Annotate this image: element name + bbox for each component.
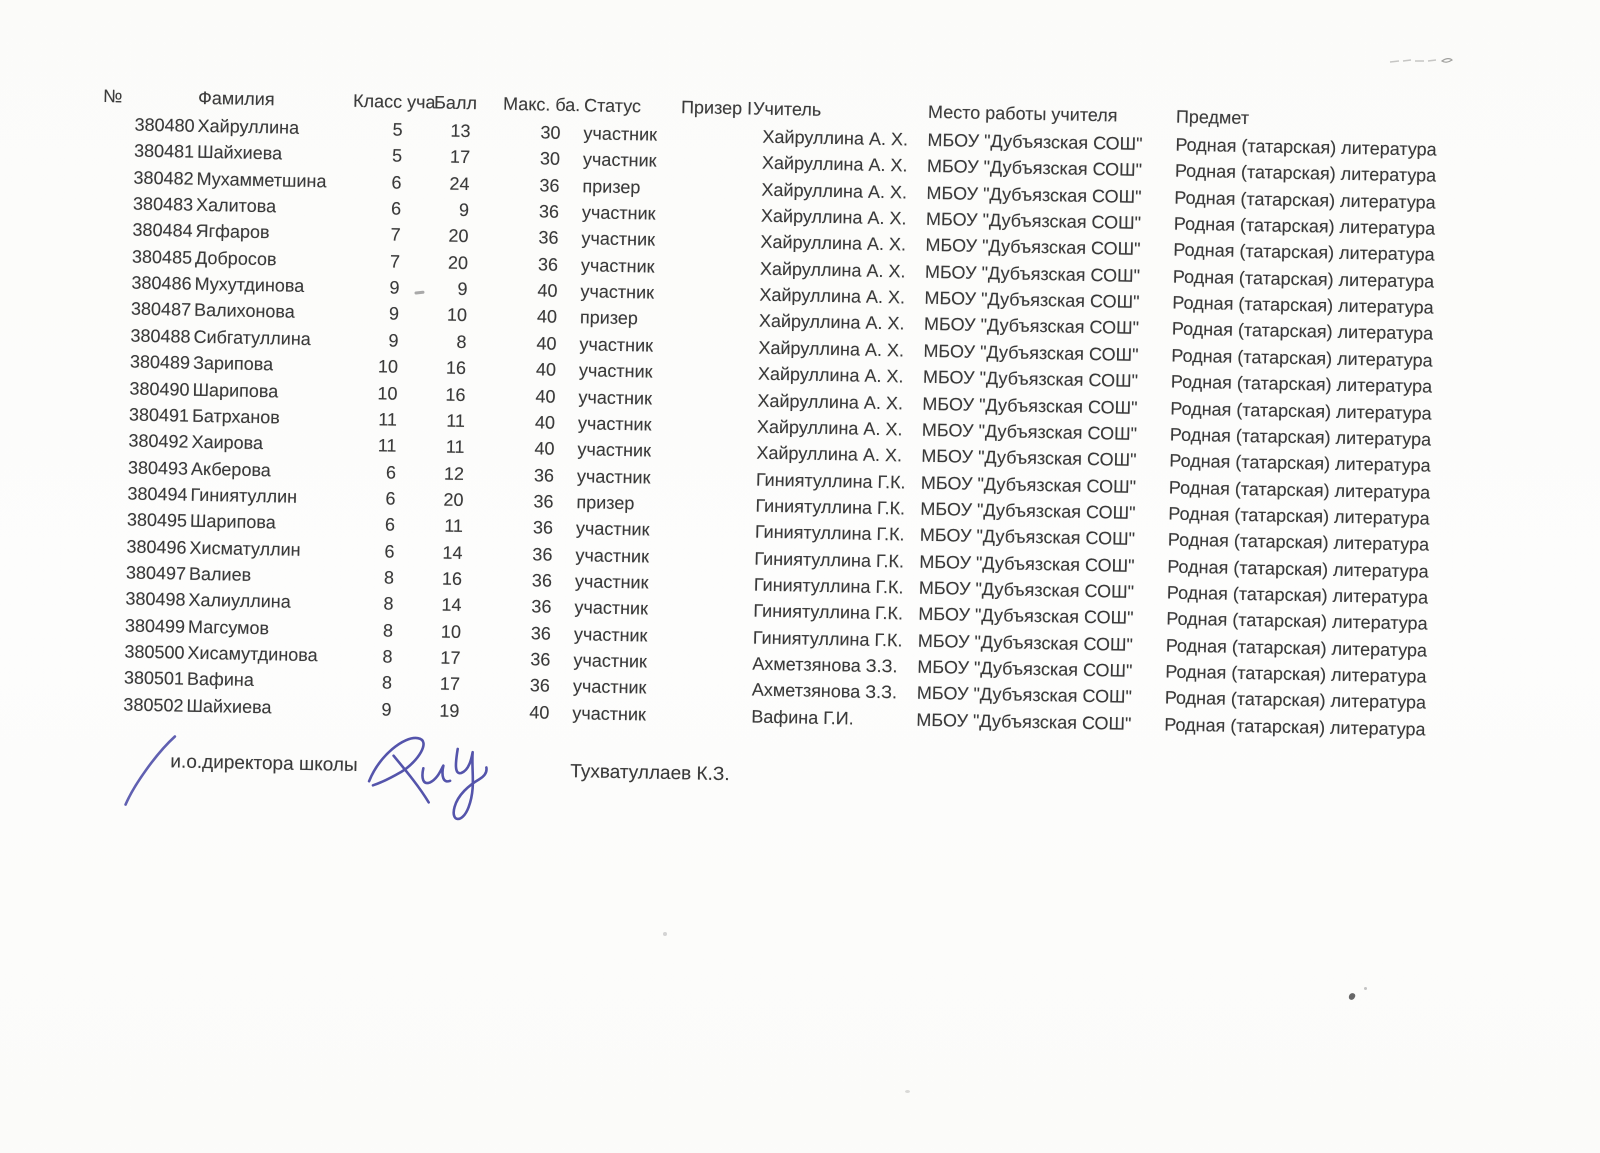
cell-num: 380488 bbox=[130, 325, 191, 347]
signer-name: Тухватуллаев К.З. bbox=[570, 761, 730, 786]
cell-place: МБОУ "Дубъязская СОШ" bbox=[916, 709, 1132, 734]
cell-grade: 6 bbox=[390, 198, 402, 219]
cell-teacher: Хайруллина А. Х. bbox=[757, 390, 904, 413]
cell-grade: 9 bbox=[388, 330, 399, 351]
cell-place: МБОУ "Дубъязская СОШ" bbox=[919, 551, 1135, 576]
cell-grade: 5 bbox=[392, 119, 403, 140]
col-header-maxscore: Макс. ба. bbox=[502, 93, 581, 116]
cell-score: 11 bbox=[444, 515, 464, 537]
cell-teacher: Гиниятуллина Г.К. bbox=[753, 600, 904, 624]
cell-place: МБОУ "Дубъязская СОШ" bbox=[925, 208, 1142, 233]
cell-max: 36 bbox=[533, 464, 555, 486]
cell-place: МБОУ "Дубъязская СОШ" bbox=[926, 156, 1143, 181]
cell-status: участник bbox=[579, 333, 654, 356]
cell-status: призер bbox=[576, 492, 635, 514]
cell-place: МБОУ "Дубъязская СОШ" bbox=[922, 393, 1138, 418]
cell-name: Хисматуллин bbox=[189, 537, 301, 560]
cell-grade: 11 bbox=[378, 409, 398, 430]
cell-num: 380499 bbox=[124, 615, 186, 637]
cell-status: участник bbox=[573, 650, 648, 672]
cell-teacher: Гиниятуллина Г.К. bbox=[752, 627, 903, 651]
cell-subject: Родная (татарская) литература bbox=[1166, 608, 1428, 634]
cell-max: 40 bbox=[534, 438, 555, 459]
cell-subject: Родная (татарская) литература bbox=[1171, 318, 1434, 345]
cell-grade: 8 bbox=[381, 672, 393, 693]
col-header-subject: Предмет bbox=[1175, 106, 1250, 128]
cell-status: участник bbox=[582, 149, 657, 171]
cell-subject: Родная (татарская) литература bbox=[1167, 529, 1430, 555]
cell-teacher: Ахметзянова З.З. bbox=[752, 653, 898, 677]
cell-num: 380497 bbox=[125, 562, 187, 584]
cell-max: 36 bbox=[529, 675, 551, 697]
cell-status: участник bbox=[583, 123, 658, 145]
col-header-score: Балл bbox=[433, 92, 478, 114]
cell-subject: Родная (татарская) литература bbox=[1175, 134, 1437, 160]
cell-name: Мухутдинова bbox=[194, 273, 305, 296]
cell-status: участник bbox=[577, 413, 652, 435]
cell-num: 380486 bbox=[131, 272, 192, 294]
cell-subject: Родная (татарская) литература bbox=[1172, 292, 1434, 318]
cell-status: участник bbox=[576, 465, 651, 488]
cell-grade: 6 bbox=[384, 514, 396, 535]
cell-score: 17 bbox=[439, 673, 461, 695]
cell-subject: Родная (татарская) литература bbox=[1171, 345, 1433, 371]
cell-num: 380485 bbox=[131, 246, 193, 268]
cell-subject: Родная (татарская) литература bbox=[1165, 661, 1427, 687]
cell-teacher: Хайруллина А. Х. bbox=[762, 126, 909, 150]
cell-subject: Родная (татарская) литература bbox=[1164, 714, 1426, 740]
col-header-workplace: Место работы учителя bbox=[927, 101, 1118, 126]
cell-score: 10 bbox=[446, 305, 468, 326]
cell-subject: Родная (татарская) литература bbox=[1173, 213, 1436, 239]
cell-teacher: Гиниятуллина Г.К. bbox=[755, 495, 906, 519]
cell-max: 40 bbox=[537, 280, 558, 301]
cell-score: 14 bbox=[441, 594, 462, 616]
cell-name: Шайхиева bbox=[196, 142, 283, 164]
cell-name: Ягфаров bbox=[195, 221, 270, 243]
director-role-label: и.о.директора школы bbox=[170, 751, 358, 777]
cell-num: 380484 bbox=[132, 219, 193, 242]
cell-teacher: Гиниятуллина Г.К. bbox=[754, 548, 905, 572]
cell-teacher: Хайруллина А. Х. bbox=[759, 284, 906, 308]
cell-teacher: Хайруллина А. Х. bbox=[760, 232, 907, 255]
cell-name: Сибгатуллина bbox=[193, 326, 311, 349]
cell-place: МБОУ "Дубъязская СОШ" bbox=[927, 129, 1143, 154]
cell-score: 9 bbox=[458, 199, 470, 221]
cell-teacher: Хайруллина А. Х. bbox=[758, 311, 905, 334]
cell-name: Халиуллина bbox=[188, 590, 291, 612]
cell-num: 380491 bbox=[128, 404, 190, 426]
cell-max: 36 bbox=[538, 201, 560, 222]
cell-place: МБОУ "Дубъязская СОШ" bbox=[921, 445, 1137, 471]
cell-score: 14 bbox=[442, 542, 463, 563]
cell-num: 380492 bbox=[128, 430, 189, 452]
cell-num: 380481 bbox=[133, 140, 195, 163]
cell-status: участник bbox=[574, 571, 649, 593]
col-header-prize: Призер I bbox=[680, 97, 753, 119]
cell-status: участник bbox=[581, 228, 656, 251]
cell-num: 380487 bbox=[130, 299, 192, 321]
cell-score: 10 bbox=[440, 621, 462, 642]
cell-name: Валихонова bbox=[193, 300, 295, 323]
cell-num: 380494 bbox=[127, 483, 188, 505]
cell-grade: 6 bbox=[384, 541, 395, 562]
cell-grade: 8 bbox=[383, 567, 395, 588]
cell-status: участник bbox=[580, 281, 655, 303]
cell-max: 36 bbox=[538, 227, 559, 249]
cell-teacher: Хайруллина А. Х. bbox=[758, 337, 905, 361]
cell-num: 380496 bbox=[126, 536, 187, 558]
cell-place: МБОУ "Дубъязская СОШ" bbox=[917, 630, 1134, 655]
cell-status: участник bbox=[575, 544, 650, 567]
cell-teacher: Гиниятуллина Г.К. bbox=[754, 521, 905, 545]
cell-num: 380498 bbox=[125, 588, 186, 610]
cell-status: участник bbox=[580, 254, 655, 277]
cell-num: 380483 bbox=[132, 193, 194, 215]
cell-subject: Родная (татарская) литература bbox=[1167, 556, 1429, 582]
cell-name: Гиниятуллин bbox=[190, 484, 298, 507]
cell-name: Халитова bbox=[195, 194, 277, 217]
cell-score: 20 bbox=[443, 489, 464, 510]
cell-place: МБОУ "Дубъязская СОШ" bbox=[922, 366, 1139, 392]
cell-place: МБОУ "Дубъязская СОШ" bbox=[924, 287, 1140, 313]
cell-max: 40 bbox=[536, 306, 558, 328]
pen-stroke bbox=[117, 726, 189, 817]
cell-score: 19 bbox=[439, 700, 460, 721]
cell-teacher: Хайруллина А. Х. bbox=[757, 363, 904, 387]
cell-teacher: Гиниятуллина Г.К. bbox=[755, 469, 906, 493]
cell-status: участник bbox=[575, 518, 650, 540]
cell-score: 11 bbox=[446, 410, 466, 431]
cell-subject: Родная (татарская) литература bbox=[1172, 266, 1435, 292]
cell-name: Шарипова bbox=[189, 510, 276, 533]
cell-grade: 6 bbox=[391, 172, 402, 193]
cell-name: Вафина bbox=[186, 669, 255, 691]
col-header-num: № bbox=[102, 86, 123, 107]
cell-name: Хисамутдинова bbox=[187, 642, 318, 666]
cell-status: призер bbox=[582, 175, 641, 198]
col-header-teacher: Учитель bbox=[752, 98, 822, 120]
cell-place: МБОУ "Дубъязская СОШ" bbox=[925, 235, 1141, 260]
cell-name: Валиев bbox=[188, 563, 252, 585]
cell-grade: 10 bbox=[377, 356, 399, 377]
cell-max: 40 bbox=[536, 333, 557, 354]
cell-status: участник bbox=[572, 702, 647, 725]
cell-num: 380501 bbox=[123, 667, 185, 689]
cell-grade: 8 bbox=[383, 593, 394, 614]
cell-grade: 8 bbox=[382, 646, 393, 667]
cell-grade: 6 bbox=[385, 462, 397, 483]
cell-score: 11 bbox=[445, 436, 465, 458]
cell-max: 36 bbox=[533, 491, 554, 512]
cell-teacher: Вафина Г.И. bbox=[751, 706, 854, 729]
cell-name: Шарипова bbox=[192, 379, 279, 401]
cell-subject: Родная (татарская) литература bbox=[1168, 477, 1431, 503]
cell-status: призер bbox=[579, 307, 639, 329]
cell-num: 380490 bbox=[129, 378, 190, 400]
cell-name: Батрханов bbox=[191, 405, 281, 428]
cell-subject: Родная (татарская) литература bbox=[1166, 582, 1429, 608]
cell-grade: 6 bbox=[385, 488, 396, 509]
cell-num: 380495 bbox=[126, 509, 188, 531]
cell-num: 380489 bbox=[129, 351, 191, 373]
cell-teacher: Хайруллина А. Х. bbox=[761, 153, 908, 176]
cell-subject: Родная (татарская) литература bbox=[1169, 450, 1431, 476]
cell-status: участник bbox=[573, 623, 648, 646]
cell-place: МБОУ "Дубъязская СОШ" bbox=[924, 261, 1141, 286]
cell-max: 36 bbox=[532, 517, 554, 538]
cell-max: 36 bbox=[530, 622, 552, 644]
cell-max: 36 bbox=[537, 254, 559, 275]
cell-num: 380500 bbox=[124, 641, 185, 663]
cell-place: МБОУ "Дубъязская СОШ" bbox=[920, 472, 1137, 497]
cell-place: МБОУ "Дубъязская СОШ" bbox=[920, 498, 1136, 523]
col-header-grade: Класс уча bbox=[352, 90, 436, 113]
cell-score: 8 bbox=[456, 331, 467, 352]
cell-subject: Родная (татарская) литература bbox=[1170, 398, 1432, 424]
cell-max: 36 bbox=[530, 649, 551, 670]
scan-artifact-speck bbox=[1364, 987, 1367, 990]
cell-score: 20 bbox=[448, 226, 469, 247]
cell-score: 16 bbox=[441, 568, 463, 589]
cell-status: участник bbox=[581, 202, 656, 224]
cell-teacher: Хайруллина А. Х. bbox=[759, 258, 906, 282]
cell-name: Мухамметшина bbox=[196, 168, 327, 191]
cell-teacher: Ахметзянова З.З. bbox=[751, 679, 898, 703]
cell-name: Хаирова bbox=[191, 431, 264, 454]
cell-score: 16 bbox=[445, 357, 467, 379]
cell-place: МБОУ "Дубъязская СОШ" bbox=[923, 314, 1140, 339]
cell-place: МБОУ "Дубъязская СОШ" bbox=[923, 340, 1139, 365]
cell-status: участник bbox=[577, 439, 652, 461]
cell-max: 40 bbox=[534, 412, 556, 433]
cell-score: 17 bbox=[440, 647, 461, 668]
cell-place: МБОУ "Дубъязская СОШ" bbox=[926, 182, 1142, 207]
cell-score: 12 bbox=[443, 463, 465, 484]
cell-place: МБОУ "Дубъязская СОШ" bbox=[917, 656, 1133, 681]
cell-grade: 10 bbox=[377, 382, 398, 404]
cell-score: 9 bbox=[457, 278, 468, 300]
cell-grade: 7 bbox=[390, 224, 401, 246]
cell-grade: 11 bbox=[377, 435, 397, 456]
cell-subject: Родная (татарская) литература bbox=[1170, 371, 1433, 397]
cell-subject: Родная (татарская) литература bbox=[1165, 635, 1428, 661]
cell-grade: 5 bbox=[391, 145, 403, 167]
cell-grade: 8 bbox=[382, 620, 394, 641]
scan-artifact-speck bbox=[905, 1090, 910, 1093]
cell-teacher: Хайруллина А. Х. bbox=[760, 205, 907, 229]
cell-subject: Родная (татарская) литература bbox=[1174, 160, 1437, 186]
scan-artifact-speck bbox=[663, 932, 667, 936]
col-header-status: Статус bbox=[583, 95, 642, 117]
cell-name: Шайхиева bbox=[186, 695, 272, 718]
cell-subject: Родная (татарская) литература bbox=[1169, 424, 1432, 450]
cell-score: 20 bbox=[447, 252, 469, 273]
cell-place: МБОУ "Дубъязская СОШ" bbox=[918, 577, 1135, 602]
cell-max: 40 bbox=[535, 359, 557, 380]
cell-place: МБОУ "Дубъязская СОШ" bbox=[918, 604, 1134, 629]
cell-max: 30 bbox=[540, 122, 561, 143]
cell-teacher: Хайруллина А. Х. bbox=[761, 179, 908, 203]
cell-grade: 9 bbox=[381, 699, 392, 720]
cell-name: Магсумов bbox=[187, 616, 270, 638]
cell-status: участник bbox=[572, 676, 647, 698]
cell-name: Акберова bbox=[190, 458, 272, 480]
cell-max: 40 bbox=[529, 701, 550, 723]
cell-place: МБОУ "Дубъязская СОШ" bbox=[921, 419, 1138, 444]
scan-artifact-squiggle bbox=[1388, 52, 1463, 70]
cell-place: МБОУ "Дубъязская СОШ" bbox=[919, 525, 1136, 550]
cell-status: участник bbox=[578, 386, 653, 409]
cell-num: 380480 bbox=[134, 114, 195, 136]
cell-subject: Родная (татарская) литература bbox=[1164, 687, 1427, 713]
cell-grade: 9 bbox=[388, 303, 400, 325]
cell-subject: Родная (татарская) литература bbox=[1173, 239, 1435, 265]
cell-status: участник bbox=[574, 597, 649, 619]
cell-max: 40 bbox=[535, 385, 556, 407]
cell-place: МБОУ "Дубъязская СОШ" bbox=[916, 683, 1133, 708]
cell-score: 17 bbox=[449, 147, 471, 168]
cell-score: 13 bbox=[450, 120, 471, 142]
cell-max: 36 bbox=[531, 596, 552, 617]
cell-max: 36 bbox=[539, 175, 560, 196]
cell-teacher: Гиниятуллина Г.К. bbox=[753, 574, 904, 598]
cell-teacher: Хайруллина А. Х. bbox=[756, 416, 903, 440]
cell-name: Добросов bbox=[194, 247, 277, 270]
signature bbox=[356, 723, 508, 836]
cell-name: Хайруллина bbox=[197, 115, 300, 138]
cell-score: 24 bbox=[449, 173, 470, 194]
col-header-surname: Фамилия bbox=[197, 87, 275, 110]
cell-grade: 7 bbox=[389, 251, 401, 272]
cell-num: 380502 bbox=[123, 694, 184, 716]
cell-score: 16 bbox=[445, 384, 466, 405]
cell-max: 30 bbox=[539, 148, 561, 170]
cell-num: 380482 bbox=[133, 167, 194, 189]
cell-subject: Родная (татарская) литература bbox=[1168, 503, 1430, 529]
cell-grade: 9 bbox=[389, 277, 400, 298]
cell-status: участник bbox=[578, 360, 653, 382]
cell-max: 36 bbox=[531, 570, 553, 591]
cell-teacher: Хайруллина А. Х. bbox=[756, 442, 903, 466]
cell-name: Зарипова bbox=[192, 352, 274, 375]
cell-max: 36 bbox=[532, 543, 553, 565]
cell-num: 380493 bbox=[127, 457, 189, 479]
cell-subject: Родная (татарская) литература bbox=[1174, 187, 1436, 213]
